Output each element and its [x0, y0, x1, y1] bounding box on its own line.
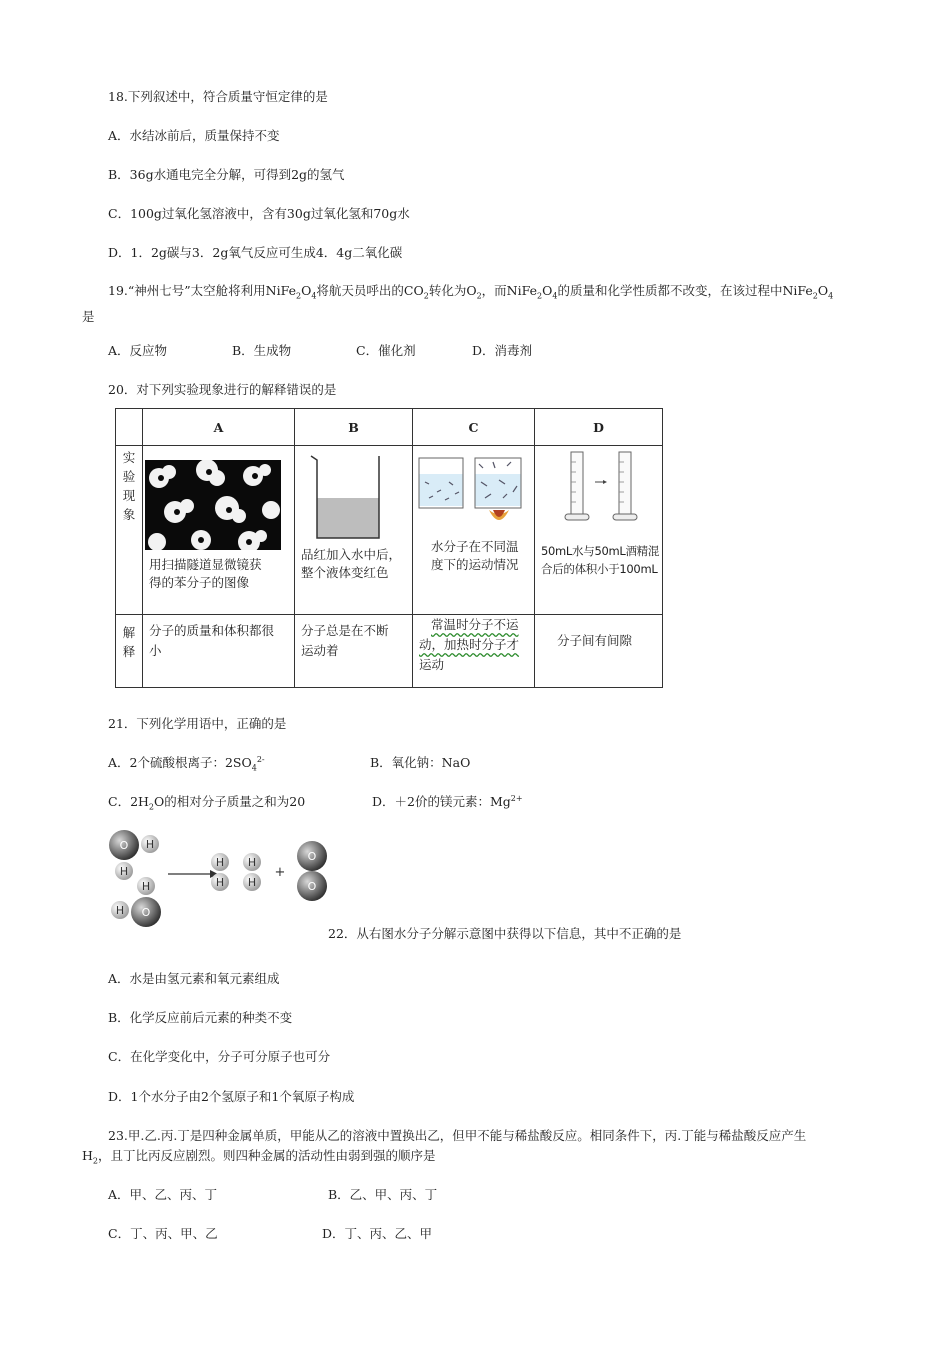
- svg-text:O: O: [141, 906, 151, 919]
- q20-cell-a-image: [143, 446, 295, 615]
- q18-option-c: C．100g过氧化氢溶液中，含有30g过氧化氢和70g水: [108, 206, 410, 221]
- q20-header-a: A: [143, 409, 295, 446]
- q19-option-a: A．反应物: [108, 343, 168, 358]
- q19-option-c: C．催化剂: [356, 343, 416, 358]
- q23-option-b: B．乙、甲、丙、丁: [328, 1187, 438, 1202]
- q20-header-b: B: [295, 409, 413, 446]
- graduated-cylinders-icon: [563, 448, 653, 528]
- svg-text:+: +: [274, 865, 286, 880]
- q21-option-c: C．$2H_2O$的相对分子质量之和为20: [108, 794, 306, 812]
- q20-header-blank: [116, 409, 143, 446]
- q20-caption-b: 品红加入水中后， 整个液体变红色: [301, 547, 402, 580]
- q22-option-b: B．化学反应前后元素的种类不变: [108, 1010, 293, 1025]
- q20-stem: 20．对下列实验现象进行的解释错误的是: [108, 382, 337, 397]
- q23-stem-line1: 23.甲.乙.丙.丁是四种金属单质，甲能从乙的溶液中置换出乙，但甲不能与稀盐酸反应。相同条件下，丙.丁能与稀盐酸反应产生: [108, 1128, 807, 1143]
- benzene-stm-image: [145, 460, 281, 550]
- svg-text:H: H: [145, 838, 155, 851]
- q20-explanation-c: 常温时分子不运 动，加热时分子才 运动: [413, 615, 535, 688]
- q23-stem-line2: $H_2$，且丁比丙反应剧烈。则四种金属的活动性由弱到强的顺序是: [82, 1148, 436, 1166]
- q21-stem: 21．下列化学用语中，正确的是: [108, 716, 287, 731]
- q22-stem: 22．从右图水分子分解示意图中获得以下信息，其中不正确的是: [328, 926, 682, 941]
- q21-option-a: A．2个硫酸根离子：$2SO_4^{2-}$: [108, 754, 265, 773]
- beakers-temperature-icon: [415, 452, 531, 532]
- q20-explanation-b: 分子总是在不断 运动着: [295, 615, 413, 688]
- q18-option-a: A．水结冰前后，质量保持不变: [108, 128, 280, 143]
- q22-option-d: D．1个水分子由2个氢原子和1个氧原子构成: [108, 1089, 355, 1104]
- q20-caption-a: 用扫描隧道显微镜获 得的苯分子的图像: [149, 557, 262, 590]
- q20-explanation-a: 分子的质量和体积都很 小: [143, 615, 295, 688]
- svg-text:O: O: [307, 880, 317, 893]
- svg-text:O: O: [307, 850, 317, 863]
- water-decomposition-diagram: [104, 828, 336, 928]
- q20-explanation-d: 分子间有间隙: [535, 615, 663, 688]
- svg-text:H: H: [141, 880, 151, 893]
- beaker-icon: [309, 454, 389, 544]
- q20-row-label-phenomenon: 实 验 现 象: [116, 446, 143, 615]
- q20-cell-d-image: [535, 446, 663, 615]
- q19-option-d: D．消毒剂: [472, 343, 533, 358]
- svg-text:O: O: [119, 839, 129, 852]
- q21-option-b: B．氧化钠：NaO: [370, 755, 471, 770]
- q23-option-d: D．丁、丙、乙、甲: [322, 1226, 433, 1241]
- q21-option-d: D．＋2价的镁元素：$Mg^{2+}$: [372, 793, 523, 809]
- svg-text:H: H: [215, 856, 225, 869]
- q20-table: [115, 408, 663, 688]
- svg-text:H: H: [115, 904, 125, 917]
- q23-option-c: C．丁、丙、甲、乙: [108, 1226, 218, 1241]
- q18-option-d: D．1．2g碳与3．2g氧气反应可生成4．4g二氧化碳: [108, 245, 403, 260]
- q22-option-c: C．在化学变化中，分子可分原子也可分: [108, 1049, 331, 1064]
- q23-option-a: A．甲、乙、丙、丁: [108, 1187, 218, 1202]
- svg-text:H: H: [247, 856, 257, 869]
- q20-row-label-explanation: 解 释: [116, 615, 143, 688]
- q18-stem: 18.下列叙述中，符合质量守恒定律的是: [108, 89, 328, 104]
- q18-option-b: B．36g水通电完全分解，可得到2g的氢气: [108, 167, 345, 182]
- q20-header-d: D: [535, 409, 663, 446]
- svg-text:H: H: [119, 865, 129, 878]
- q19-option-b: B．生成物: [232, 343, 292, 358]
- q20-caption-d: 50mL水与50mL酒精混 合后的体积小于100mL: [541, 544, 660, 576]
- q22-option-a: A．水是由氢元素和氧元素组成: [108, 971, 280, 986]
- q20-cell-b-image: [295, 446, 413, 615]
- q19-stem: 19.“神州七号”太空舱将利用$NiFe_2O_4$将航天员呼出的$CO_2$转化为$O_2$，而$NiFe_2O_4$的质量和化学性质都不改变，在该过程中$NiFe_2O_4$ 是: [82, 283, 834, 324]
- q20-header-c: C: [413, 409, 535, 446]
- q20-cell-c-image: [413, 446, 535, 615]
- svg-text:H: H: [247, 876, 257, 889]
- q20-caption-c: 水分子在不同温 度下的运动情况: [431, 539, 519, 572]
- svg-text:H: H: [215, 876, 225, 889]
